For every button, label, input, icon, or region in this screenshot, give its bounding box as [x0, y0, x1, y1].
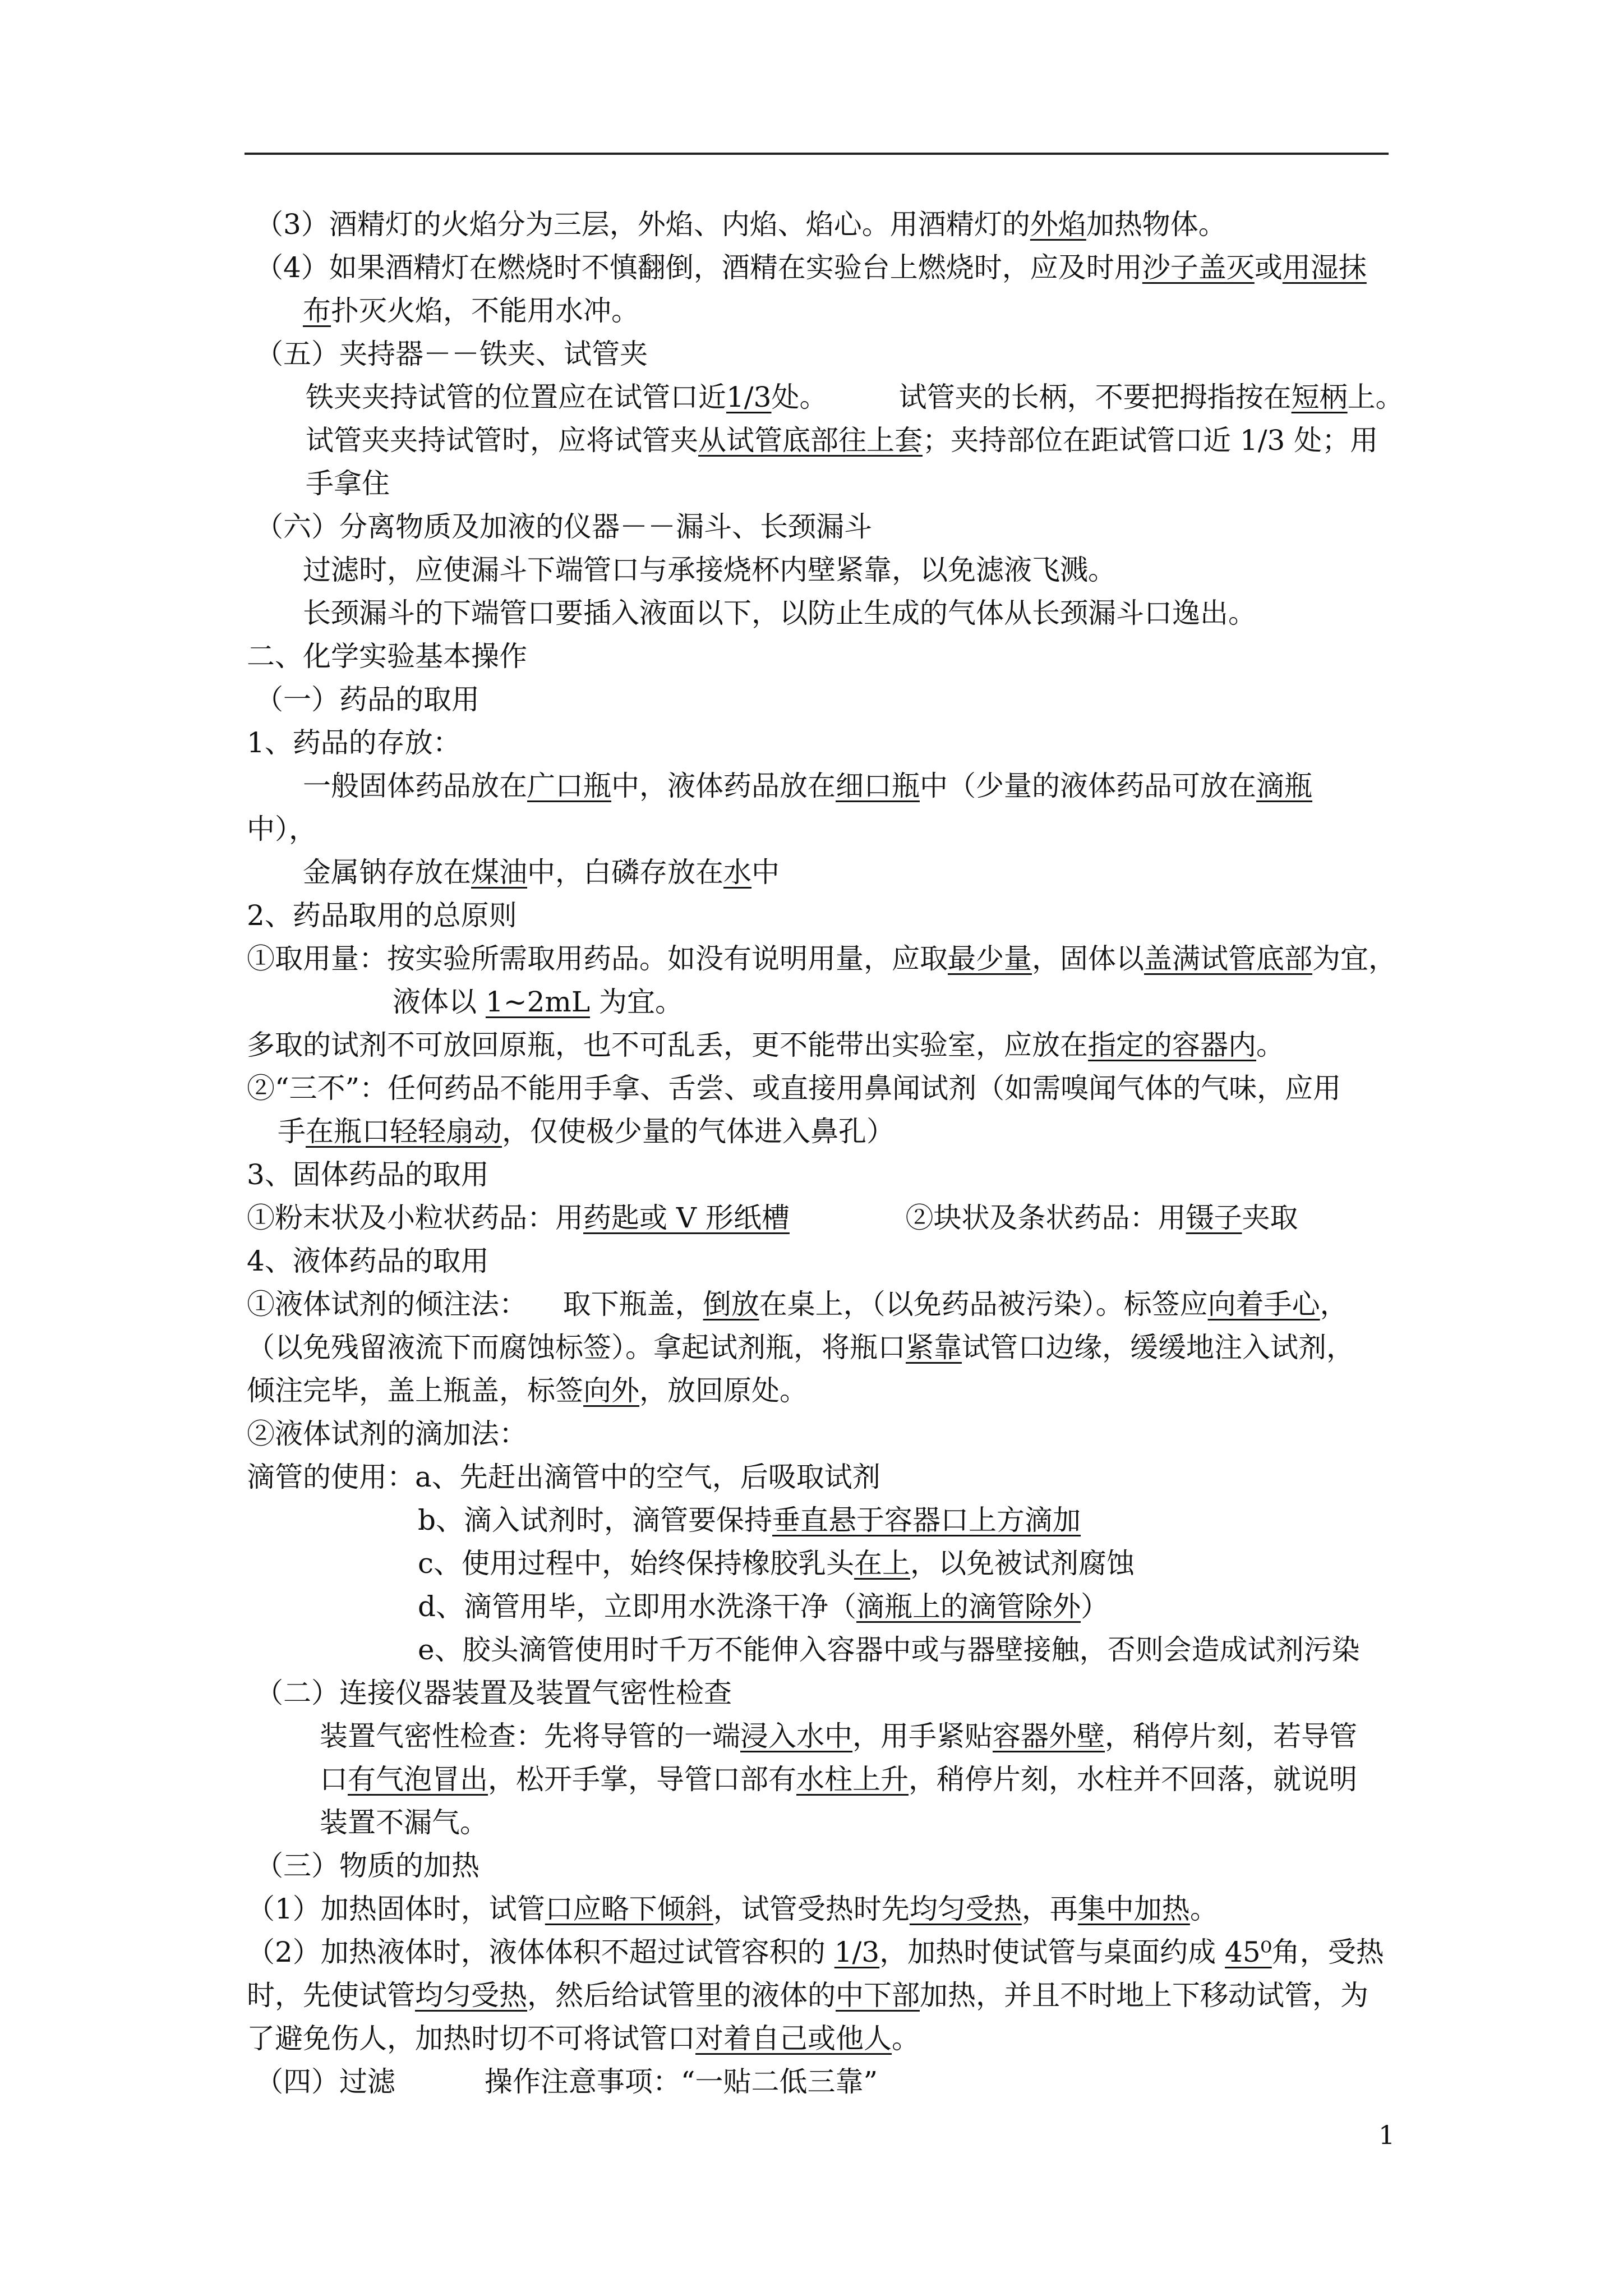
text-segment: 3、固体药品的取用 — [247, 1158, 489, 1191]
text-segment: 一般固体药品放在 — [303, 770, 527, 802]
underlined-keyword: 水 — [723, 856, 751, 889]
text-segment: ，仅使极少量的气体进入鼻孔） — [502, 1115, 895, 1148]
text-line — [247, 1460, 880, 1494]
text-segment: ，松开手掌，导管口部有 — [488, 1763, 796, 1796]
text-segment: 试管口边缘，缓缓地注入试剂， — [962, 1331, 1354, 1364]
text-line — [255, 208, 1227, 241]
text-segment: 中（少量的液体药品可放在 — [920, 770, 1256, 802]
text-line — [303, 596, 1256, 630]
text-line — [278, 1115, 895, 1148]
text-segment: 中 — [751, 856, 780, 889]
text-line — [320, 1806, 488, 1839]
text-line — [247, 1417, 527, 1451]
text-segment: （一）药品的取用 — [255, 683, 479, 716]
underlined-keyword: 向外 — [583, 1374, 639, 1407]
underlined-keyword: 紧靠 — [906, 1331, 962, 1364]
text-segment: 试管夹夹持试管时，应将试管夹 — [306, 424, 698, 457]
text-line — [247, 1331, 1354, 1364]
text-segment: ，试管受热时先 — [713, 1893, 910, 1925]
underlined-keyword: 水柱上升 — [796, 1763, 909, 1796]
text-line — [247, 899, 517, 932]
text-segment: 中，白磷存放在 — [527, 856, 723, 889]
text-line — [303, 769, 1312, 803]
text-segment: 扑灭火焰，不能用水冲。 — [331, 295, 639, 327]
text-segment: 了避免伤人，加热时切不可将试管口 — [247, 2022, 695, 2055]
underlined-keyword: 在瓶口轻轻扇动 — [306, 1115, 502, 1148]
text-line — [247, 639, 527, 673]
text-segment: ，加热时使试管与桌面约成 — [879, 1936, 1225, 1968]
text-segment: ，稍停片刻，水柱并不回落，就说明 — [909, 1763, 1357, 1796]
underlined-keyword: 1/3 — [834, 1936, 880, 1968]
text-segment: 上。 — [1347, 381, 1404, 413]
underlined-keyword: 布 — [303, 295, 331, 327]
underlined-keyword: 集中加热 — [1077, 1893, 1190, 1925]
underlined-keyword: 有气泡冒出 — [348, 1763, 488, 1796]
text-segment: ①取用量：按实验所需取用药品。如没有说明用量，应取 — [247, 942, 948, 975]
underlined-keyword: 细口瓶 — [836, 770, 920, 802]
text-line — [247, 1892, 1218, 1926]
text-line — [247, 942, 1396, 976]
text-line — [247, 1244, 489, 1278]
text-segment: 角，受热 — [1271, 1936, 1384, 1968]
text-line — [255, 337, 648, 371]
text-line — [306, 380, 1404, 414]
text-segment: 2、药品取用的总原则 — [247, 899, 517, 932]
text-line — [303, 553, 1116, 587]
text-line — [247, 1201, 1298, 1235]
text-line — [247, 2022, 920, 2055]
text-segment: 装置气密性检查：先将导管的一端 — [320, 1720, 740, 1752]
text-segment: 或 — [1254, 251, 1283, 284]
underlined-keyword: 药匙或 V 形纸槽 — [583, 1202, 790, 1234]
text-line — [303, 855, 780, 889]
text-line — [247, 1028, 1284, 1062]
text-segment: 手拿住 — [306, 467, 390, 500]
text-segment: （六）分离物质及加液的仪器－－漏斗、长颈漏斗 — [255, 510, 872, 543]
underlined-keyword: 均匀受热 — [415, 1979, 527, 2012]
underlined-keyword: 向着手心 — [1207, 1288, 1320, 1320]
text-segment: 液体以 — [393, 986, 486, 1018]
underlined-keyword: 45⁰ — [1225, 1936, 1272, 1968]
text-segment: ，固体以 — [1032, 942, 1144, 975]
text-segment: ，稍停片刻，若导管 — [1105, 1720, 1357, 1752]
header-rule — [245, 153, 1389, 155]
text-segment: （4）如果酒精灯在燃烧时不慎翻倒，酒精在实验台上燃烧时，应及时用 — [255, 251, 1142, 284]
text-segment: ②液体试剂的滴加法： — [247, 1418, 527, 1450]
underlined-keyword: 1/3 — [726, 381, 772, 413]
text-line — [418, 1503, 1081, 1537]
text-segment: 中，液体药品放在 — [611, 770, 836, 802]
underlined-keyword: 沙子盖灭 — [1142, 251, 1255, 284]
text-line — [255, 683, 479, 716]
underlined-keyword: 盖满试管底部 — [1144, 942, 1312, 975]
underlined-keyword: 1~2mL — [485, 986, 591, 1018]
underlined-keyword: 广口瓶 — [527, 770, 611, 802]
text-line — [247, 1978, 1368, 2012]
text-line — [247, 1071, 1341, 1105]
underlined-keyword: 最少量 — [948, 942, 1032, 975]
text-segment: 长颈漏斗的下端管口要插入液面以下，以防止生成的气体从长颈漏斗口逸出。 — [303, 597, 1256, 629]
page-number: 1 — [1378, 2120, 1395, 2150]
text-segment: b、滴入试剂时，滴管要保持 — [418, 1504, 773, 1536]
text-segment: 口 — [320, 1763, 348, 1796]
text-segment: e、胶头滴管使用时千万不能伸入容器中或与器壁接触，否则会造成试剂污染 — [418, 1634, 1360, 1666]
text-segment: 加热，并且不时地上下移动试管，为 — [920, 1979, 1368, 2012]
text-line — [247, 726, 461, 760]
text-segment: 装置不漏气。 — [320, 1806, 488, 1839]
text-line — [418, 1633, 1360, 1667]
text-line — [418, 1547, 1135, 1580]
text-line — [255, 2065, 878, 2099]
text-segment: 时，先使试管 — [247, 1979, 415, 2012]
text-segment: （五）夹持器－－铁夹、试管夹 — [255, 338, 648, 370]
text-segment: ） — [1081, 1590, 1109, 1623]
text-segment: 加热物体。 — [1086, 208, 1227, 241]
text-segment: ②块状及条状药品：用 — [789, 1202, 1186, 1234]
text-line — [320, 1763, 1357, 1796]
text-line — [303, 294, 639, 328]
text-segment: 为宜。 — [590, 986, 683, 1018]
text-segment: 在桌上，（以免药品被污染）。标签应 — [759, 1288, 1208, 1320]
underlined-keyword: 滴瓶 — [1256, 770, 1312, 802]
text-segment: ，放回原处。 — [639, 1374, 808, 1407]
underlined-keyword: 口应略下倾斜 — [545, 1893, 713, 1925]
underlined-keyword: 中下部 — [836, 1979, 920, 2012]
underlined-keyword: 镊子 — [1186, 1202, 1242, 1234]
text-line — [306, 424, 1378, 457]
text-line — [247, 1935, 1384, 1969]
text-segment: ， — [1320, 1288, 1348, 1320]
text-segment: ，以免被试剂腐蚀 — [910, 1547, 1135, 1580]
text-segment: ；夹持部位在距试管口近 1/3 处；用 — [923, 424, 1378, 457]
underlined-keyword: 从试管底部往上套 — [698, 424, 923, 457]
text-segment: （1）加热固体时，试管 — [247, 1893, 545, 1925]
text-segment: ，用手紧贴 — [852, 1720, 993, 1752]
text-segment: 。 — [1189, 1893, 1218, 1925]
underlined-keyword: 倒放 — [703, 1288, 759, 1320]
text-segment: 夹取 — [1242, 1202, 1298, 1234]
text-segment: （三）物质的加热 — [255, 1849, 479, 1882]
text-line — [306, 467, 390, 500]
text-segment: ①液体试剂的倾注法： 取下瓶盖， — [247, 1288, 703, 1320]
underlined-keyword: 指定的容器内 — [1088, 1029, 1256, 1061]
text-segment: 4、液体药品的取用 — [247, 1245, 489, 1277]
underlined-keyword: 短柄 — [1291, 381, 1348, 413]
text-segment: （2）加热液体时，液体体积不超过试管容积的 — [247, 1936, 834, 1968]
text-segment: d、滴管用毕，立即用水洗涤干净（ — [418, 1590, 857, 1623]
text-segment: 中）， — [247, 813, 317, 845]
text-segment: （二）连接仪器装置及装置气密性检查 — [255, 1677, 732, 1709]
text-segment: c、使用过程中，始终保持橡胶乳头 — [418, 1547, 855, 1580]
text-segment: （3）酒精灯的火焰分为三层，外焰、内焰、焰心。用酒精灯的 — [255, 208, 1030, 241]
text-segment: 金属钠存放在 — [303, 856, 471, 889]
text-segment: 。 — [1256, 1029, 1284, 1061]
underlined-keyword: 滴瓶上的滴管除外 — [856, 1590, 1081, 1623]
underlined-keyword: 在上 — [854, 1547, 911, 1580]
text-segment: 手 — [278, 1115, 306, 1148]
underlined-keyword: 垂直悬于容器口上方滴加 — [772, 1504, 1081, 1536]
text-line — [247, 812, 317, 846]
text-segment: ，再 — [1021, 1893, 1078, 1925]
text-segment: 铁夹夹持试管的位置应在试管口近 — [306, 381, 726, 413]
text-segment: 滴管的使用：a、先赶出滴管中的空气，后吸取试剂 — [247, 1461, 880, 1493]
text-line — [247, 1374, 808, 1407]
underlined-keyword: 浸入水中 — [740, 1720, 852, 1752]
text-segment: 为宜， — [1312, 942, 1396, 975]
text-line — [255, 1676, 732, 1710]
text-segment: 1、药品的存放： — [247, 726, 461, 759]
text-line — [320, 1719, 1357, 1753]
text-line — [418, 1590, 1109, 1623]
text-line — [247, 1287, 1348, 1321]
text-segment: 处。 试管夹的长柄，不要把拇指按在 — [771, 381, 1292, 413]
text-segment: 。 — [892, 2022, 920, 2055]
text-segment: 过滤时，应使漏斗下端管口与承接烧杯内壁紧靠，以免滤液飞溅。 — [303, 554, 1116, 586]
text-segment: ②“三不”：任何药品不能用手拿、舌尝、或直接用鼻闻试剂（如需嗅闻气体的气味，应用 — [247, 1072, 1341, 1105]
text-line — [255, 1849, 479, 1883]
text-segment: 倾注完毕，盖上瓶盖，标签 — [247, 1374, 583, 1407]
text-segment: 多取的试剂不可放回原瓶，也不可乱丢，更不能带出实验室，应放在 — [247, 1029, 1088, 1061]
text-segment: ，然后给试管里的液体的 — [527, 1979, 836, 2012]
text-line — [247, 1158, 489, 1191]
underlined-keyword: 煤油 — [471, 856, 527, 889]
underlined-keyword: 对着自己或他人 — [695, 2022, 892, 2055]
underlined-keyword: 容器外壁 — [993, 1720, 1105, 1752]
underlined-keyword: 外焰 — [1030, 208, 1086, 241]
underlined-keyword: 用湿抹 — [1282, 251, 1367, 284]
text-line — [255, 510, 872, 544]
text-segment: （四）过滤 操作注意事项：“一贴二低三靠” — [255, 2065, 878, 2098]
text-segment: ①粉末状及小粒状药品：用 — [247, 1202, 583, 1234]
underlined-keyword: 均匀受热 — [909, 1893, 1022, 1925]
text-segment: （以免残留液流下而腐蚀标签）。拿起试剂瓶，将瓶口 — [247, 1331, 906, 1364]
text-line — [393, 985, 683, 1019]
text-line — [255, 251, 1367, 284]
text-segment: 二、化学实验基本操作 — [247, 640, 527, 673]
